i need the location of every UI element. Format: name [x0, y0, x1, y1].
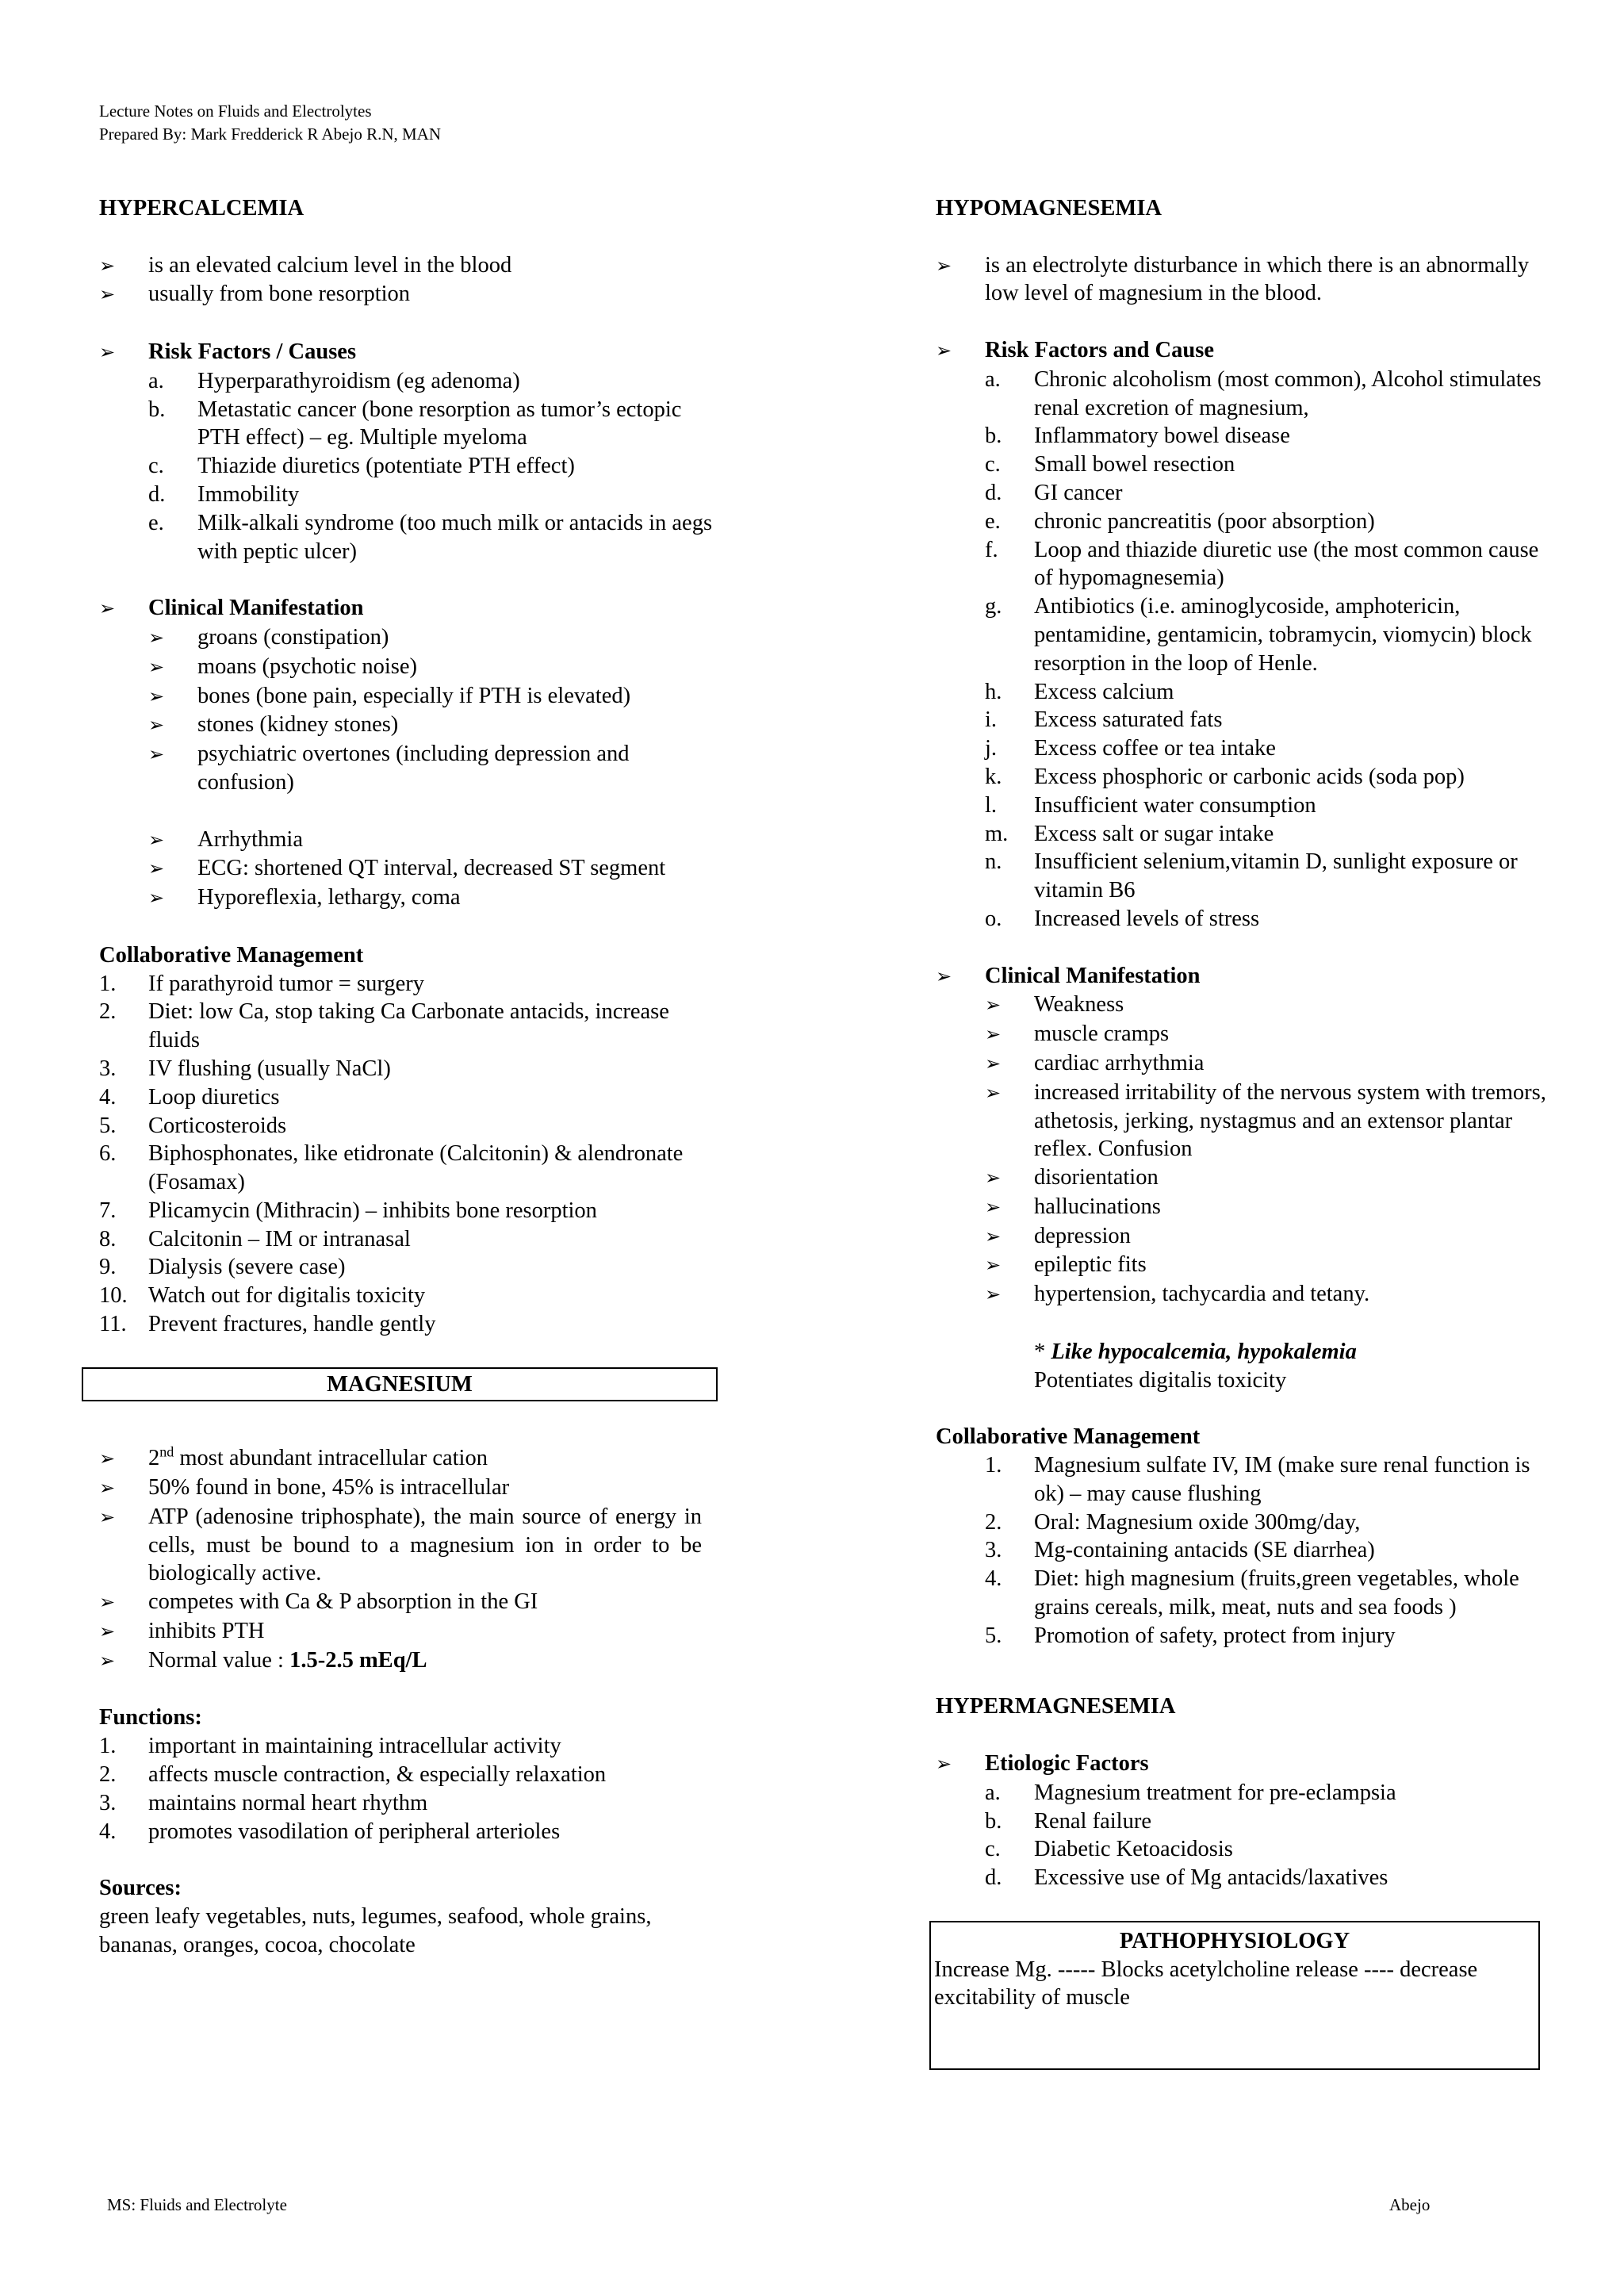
list-item: 2. Diet: low Ca, stop taking Ca Carbonate antacids, increase fluids	[99, 999, 669, 1053]
list-item: ➢ Weakness	[985, 991, 1546, 1020]
list-item: ➢ moans (psychotic noise)	[148, 653, 718, 682]
list-item: c. Small bowel resection	[985, 452, 1235, 477]
etiologic-factors-heading: ➢ Etiologic Factors	[936, 1750, 1546, 1779]
list-item: ➢ Normal value : 1.5-2.5 mEq/L	[99, 1646, 718, 1676]
list-item: ➢ increased irritability of the nervous system with tremors, athetosis, jerking, nystagmus and an extensor plantar reflex. Confusion	[985, 1079, 1546, 1163]
list-item: e. Milk-alkali syndrome (too much milk or antacids in aegs with peptic ulcer)	[148, 510, 713, 564]
arrow-bullet-icon	[99, 280, 148, 309]
list-item: a. Chronic alcoholism (most common), Alcohol stimulates renal excretion of magnesium,	[985, 366, 1542, 420]
arrow-bullet-icon	[99, 1588, 148, 1617]
arrow-bullet-icon	[985, 991, 1034, 1020]
list-item: c. Diabetic Ketoacidosis	[985, 1837, 1233, 1862]
list-item: 5. Promotion of safety, protect from injury	[985, 1623, 1396, 1648]
list-item: l. Insufficient water consumption	[985, 792, 1316, 818]
list-item: ➢ psychiatric overtones (including depression and confusion)	[148, 740, 718, 797]
footer-left: MS: Fluids and Electrolyte	[107, 2195, 287, 2214]
list-item: ➢ depression	[985, 1222, 1546, 1251]
arrow-bullet-icon	[985, 1020, 1034, 1049]
list-item: ➢ is an elevated calcium level in the blood	[99, 251, 718, 281]
sources-text: green leafy vegetables, nuts, legumes, seafood, whole grains, bananas, oranges, cocoa, chocolate	[99, 1904, 652, 1957]
list-item: g. Antibiotics (i.e. aminoglycoside, amphotericin, pentamidine, gentamicin, tobramycin, viomycin) block resorption in the loop of Henle.	[985, 594, 1532, 676]
sources-title: Sources:	[99, 1876, 182, 1901]
list-item: f. Loop and thiazide diuretic use (the most common cause of hypomagnesemia)	[985, 537, 1539, 591]
list-item: ➢ disorientation	[985, 1163, 1546, 1193]
footer-right: Abejo	[1389, 2195, 1431, 2214]
list-item: 6. Biphosphonates, like etidronate (Calcitonin) & alendronate (Fosamax)	[99, 1141, 684, 1195]
arrow-bullet-icon	[99, 1503, 148, 1588]
list-item: 3. IV flushing (usually NaCl)	[99, 1056, 391, 1081]
list-item: 4. promotes vasodilation of peripheral arterioles	[99, 1819, 561, 1844]
list-item: 2. affects muscle contraction, & especially relaxation	[99, 1762, 607, 1788]
arrow-bullet-icon	[148, 826, 197, 855]
risk-factors-heading: ➢ Risk Factors / Causes	[99, 338, 718, 367]
arrow-bullet-icon	[148, 623, 197, 653]
pathophysiology-box	[929, 1921, 1540, 2070]
document-header	[99, 100, 441, 146]
right-column	[936, 194, 1546, 2070]
list-item: 4. Loop diuretics	[99, 1084, 280, 1110]
clinical-manifestation-heading: ➢ Clinical Manifestation	[936, 962, 1546, 991]
list-item: 1. If parathyroid tumor = surgery	[99, 971, 424, 996]
arrow-bullet-icon	[985, 1222, 1034, 1251]
clinical-manifestation-heading: ➢ Clinical Manifestation	[99, 594, 718, 623]
pathophysiology-title: PATHOPHYSIOLOGY	[1119, 1928, 1350, 1953]
left-column	[99, 194, 718, 1960]
hypomagnesemia-title: HYPOMAGNESEMIA	[936, 196, 1162, 220]
list-item: ➢ stones (kidney stones)	[148, 711, 718, 740]
list-item: ➢ competes with Ca & P absorption in the GI	[99, 1588, 718, 1617]
list-item: 7. Plicamycin (Mithracin) – inhibits bone resorption	[99, 1198, 597, 1223]
list-item: ➢ hypertension, tachycardia and tetany.	[985, 1280, 1546, 1309]
list-item: ➢ hallucinations	[985, 1193, 1546, 1222]
arrow-bullet-icon	[148, 653, 197, 682]
list-item: 1. Magnesium sulfate IV, IM (make sure renal function is ok) – may cause flushing	[985, 1453, 1530, 1506]
arrow-bullet-icon	[985, 1163, 1034, 1193]
list-item: 10. Watch out for digitalis toxicity	[99, 1283, 426, 1309]
list-item: ➢ bones (bone pain, especially if PTH is elevated)	[148, 682, 718, 711]
list-item: 2. Oral: Magnesium oxide 300mg/day,	[985, 1509, 1361, 1535]
list-item: a. Hyperparathyroidism (eg adenoma)	[148, 368, 520, 393]
arrow-bullet-icon	[148, 682, 197, 711]
list-item: ➢ muscle cramps	[985, 1020, 1546, 1049]
list-item: m. Excess salt or sugar intake	[985, 821, 1274, 846]
arrow-bullet-icon	[936, 336, 985, 366]
list-item: ➢ Hyporeflexia, lethargy, coma	[148, 884, 718, 913]
list-item: ➢ inhibits PTH	[99, 1617, 718, 1646]
normal-value: 1.5-2.5 mEq/L	[289, 1647, 427, 1673]
list-item: e. chronic pancreatitis (poor absorption)	[985, 508, 1375, 534]
arrow-bullet-icon	[148, 884, 197, 913]
arrow-bullet-icon	[936, 962, 985, 991]
list-item: 3. maintains normal heart rhythm	[99, 1790, 428, 1815]
functions-title: Functions:	[99, 1705, 202, 1731]
list-item: d. Immobility	[148, 481, 300, 507]
header-line-1: Lecture Notes on Fluids and Electrolytes	[99, 102, 372, 121]
list-item: ➢ is an electrolyte disturbance in which there is an abnormally low level of magnesium in the blood.	[936, 251, 1546, 309]
list-item: d. Excessive use of Mg antacids/laxatives	[985, 1865, 1388, 1891]
list-item: b. Inflammatory bowel disease	[985, 424, 1290, 449]
arrow-bullet-icon	[148, 740, 197, 797]
list-item: 3. Mg-containing antacids (SE diarrhea)	[985, 1538, 1375, 1563]
list-item: o. Increased levels of stress	[985, 906, 1260, 931]
list-item: ➢ ATP (adenosine triphosphate), the main source of energy in cells, must be bound to a magnesium ion in order to be biologically active.	[99, 1503, 718, 1588]
header-line-2: Prepared By: Mark Fredderick R Abejo R.N, MAN	[99, 125, 442, 144]
list-item: ➢ ECG: shortened QT interval, decreased ST segment	[148, 854, 718, 884]
list-item: h. Excess calcium	[985, 679, 1174, 704]
hypomagnesemia-management-title: Collaborative Management	[936, 1424, 1201, 1450]
arrow-bullet-icon	[99, 251, 148, 281]
list-item: 1. important in maintaining intracellular activity	[99, 1734, 561, 1759]
arrow-bullet-icon	[99, 338, 148, 367]
arrow-bullet-icon	[985, 1251, 1034, 1280]
hypermagnesemia-title: HYPERMAGNESEMIA	[936, 1694, 1176, 1719]
list-item: 5. Corticosteroids	[99, 1113, 287, 1138]
list-item: a. Magnesium treatment for pre-eclampsia	[985, 1780, 1396, 1805]
list-item: ➢ cardiac arrhythmia	[985, 1049, 1546, 1079]
arrow-bullet-icon	[985, 1193, 1034, 1222]
hypercalcemia-title: HYPERCALCEMIA	[99, 196, 304, 220]
list-item: ➢ 2nd most abundant intracellular cation	[99, 1444, 718, 1474]
arrow-bullet-icon	[985, 1280, 1034, 1309]
list-item: ➢ 50% found in bone, 45% is intracellular	[99, 1474, 718, 1503]
list-item: ➢ usually from bone resorption	[99, 280, 718, 309]
risk-factors-heading: ➢ Risk Factors and Cause	[936, 336, 1546, 366]
list-item: b. Renal failure	[985, 1808, 1151, 1834]
pathophysiology-text: Increase Mg. ----- Blocks acetylcholine release ---- decrease excitability of muscle	[934, 1957, 1478, 2010]
arrow-bullet-icon	[148, 711, 197, 740]
hypercalcemia-management-title: Collaborative Management	[99, 942, 364, 968]
list-item: d. GI cancer	[985, 480, 1123, 505]
magnesium-section-title: MAGNESIUM	[82, 1367, 718, 1402]
arrow-bullet-icon	[99, 1444, 148, 1474]
list-item: n. Insufficient selenium,vitamin D, sunlight exposure or vitamin B6	[985, 849, 1518, 903]
arrow-bullet-icon	[99, 1646, 148, 1676]
arrow-bullet-icon	[985, 1079, 1034, 1163]
list-item: 9. Dialysis (severe case)	[99, 1255, 346, 1280]
list-item: 4. Diet: high magnesium (fruits,green vegetables, whole grains cereals, milk, meat, nuts and sea foods )	[985, 1566, 1519, 1620]
list-item: k. Excess phosphoric or carbonic acids (soda pop)	[985, 764, 1465, 789]
arrow-bullet-icon	[936, 1750, 985, 1779]
arrow-bullet-icon	[148, 854, 197, 884]
list-item: ➢ Arrhythmia	[148, 826, 718, 855]
arrow-bullet-icon	[99, 1474, 148, 1503]
note: * Like hypocalcemia, hypokalemia Potentiates digitalis toxicity	[1034, 1339, 1357, 1393]
list-item: ➢ epileptic fits	[985, 1251, 1546, 1280]
arrow-bullet-icon	[985, 1049, 1034, 1079]
list-item: j. Excess coffee or tea intake	[985, 736, 1276, 761]
arrow-bullet-icon	[99, 594, 148, 623]
arrow-bullet-icon	[936, 251, 985, 309]
list-item: ➢ groans (constipation)	[148, 623, 718, 653]
list-item: i. Excess saturated fats	[985, 707, 1223, 733]
list-item: b. Metastatic cancer (bone resorption as tumor’s ectopic PTH effect) – eg. Multiple myeloma	[148, 397, 682, 450]
list-item: 11. Prevent fractures, handle gently	[99, 1312, 436, 1337]
list-item: 8. Calcitonin – IM or intranasal	[99, 1226, 411, 1251]
list-item: c. Thiazide diuretics (potentiate PTH effect)	[148, 454, 575, 479]
arrow-bullet-icon	[99, 1617, 148, 1646]
